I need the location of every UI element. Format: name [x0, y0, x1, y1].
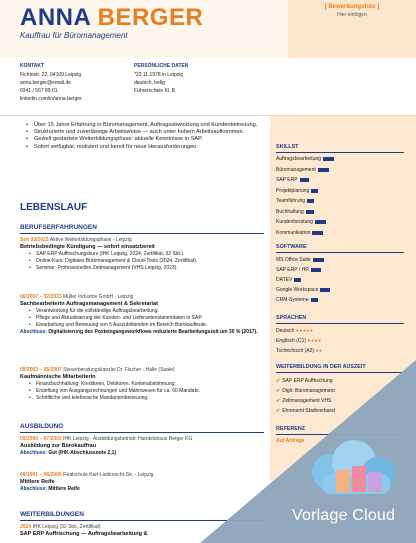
software-heading: SOFTWARE: [276, 244, 307, 250]
check-icon: ✔: [276, 388, 281, 394]
first-name: ANNA: [20, 4, 91, 31]
achievement-label: Abschluss:: [20, 450, 47, 456]
language-label: Englisch: [276, 338, 295, 344]
language-level: (C1): [296, 338, 307, 344]
watermark-text: Vorlage Cloud: [292, 507, 396, 524]
entry-role: SAP ERP Auffrischung — Auftragsbearbeitung &: [20, 531, 148, 537]
entry-meta: IHK Leipzig (32 Std., Zertifikat): [32, 524, 101, 530]
language-label: Deutsch: [276, 328, 295, 334]
software-label: SAP ERP / HR: [276, 267, 309, 273]
achievement-text: Digitalisierung des Posteingangsworkflows reduzierte Bearbeitungszeit um 30 % (2017).: [48, 329, 258, 335]
entry-item: • Verantwortung für die vollständige Auftragsbearbeitung.: [28, 308, 264, 315]
entry-date: 08/2003 – 05/2007: [20, 367, 62, 373]
contact-address: Fichtestr. 22, 04109 Leipzig: [20, 72, 82, 78]
achievement-text: Mittlere Reife: [48, 486, 80, 492]
entry-role: Sachbearbeiterin Auftragsmanagement & Sekretariat: [20, 301, 158, 307]
contact-email: anna.berger@email.de: [20, 80, 71, 86]
summary-item: • Sofort verfügbar, motiviert und bereit für neue Herausforderungen.: [24, 144, 264, 151]
entry-meta: IHK Leipzig · Ausbildungsbetrieb: Handelshaus Berger KG: [63, 436, 193, 442]
language-dots: ●●●●: [307, 338, 322, 344]
contact-phone: 0341 / 567 89 01: [20, 88, 58, 94]
skill-label: Teamführung: [276, 198, 306, 204]
entry-date: 09/1991 – 06/2000: [20, 472, 62, 478]
achievement-label: Abschluss:: [20, 329, 47, 335]
last-name: BERGER: [97, 4, 204, 31]
entry-role: Mittlere Reife: [20, 479, 55, 485]
current-heading: WEITERBILDUNG IN DER AUSZEIT: [276, 364, 366, 370]
skill-label: Buchhaltung: [276, 208, 304, 215]
software-label: Google Workspace: [276, 287, 319, 293]
training-heading: WEITERBILDUNGEN: [20, 511, 84, 518]
entry-item: • Online-Kurs: Digitales Büromanagement & Cloud-Tools (2024, Zertifikat).: [28, 258, 264, 265]
personal-status: deutsch, ledig: [134, 80, 165, 86]
skill-label: Kommunikation: [276, 229, 311, 236]
entry-item: • Schriftliche und telefonische Mandantenbetreuung.: [28, 395, 264, 402]
entry-item: • Einarbeitung und Betreuung von 5 Auszubildenden im Bereich Bürokaufleute.: [28, 322, 264, 329]
summary-item: • Gezielt gestartete Weiterbildungsphase: aktuelle Kenntnisse in SAP.: [24, 136, 264, 143]
job-title: Kauffrau für Büromanagement: [20, 31, 128, 40]
language-dots: ●●: [315, 348, 323, 354]
reference-heading: REFERENZ: [276, 426, 306, 432]
software-label: CRM-Systeme: [276, 297, 309, 303]
personal-license: Führerschein Kl. B: [134, 88, 176, 94]
personal-birth: *22.11.1978 in Leipzig: [134, 72, 184, 78]
check-icon: ✔: [276, 378, 281, 384]
current-item-label: Digit. Büromanagement: [282, 388, 335, 394]
skills-heading: SKILLST: [276, 144, 299, 150]
skill-label: Auftragsbearbeitung: [276, 156, 322, 162]
entry-item: • Pflege und Aktualisierung der Kunden- und Lieferantenstammdaten in SAP.: [28, 315, 264, 322]
entry-item: • Seminar: Professionelles Zeitmanagement (VHS Leipzig, 2023).: [28, 265, 264, 272]
summary-item: • Über 15 Jahre Erfahrung in Büromanagement, Auftragsabwicklung und Kundenbetreuung.: [24, 122, 264, 129]
entry-meta: Aktive Weiterbildungsphase - Leipzig: [49, 237, 132, 243]
entry-item: • Erstellung von Ausgangsrechnungen und Mahnwesen für ca. 60 Mandate.: [28, 388, 264, 395]
entry-date: 09/2000 – 07/2003: [20, 436, 62, 442]
entry-role: Kaufmännische Mitarbeiterin: [20, 374, 96, 380]
summary-item: • Strukturierte und zuverlässige Arbeitsweise — auch unter hohem Arbeitsaufkommen.: [24, 129, 264, 136]
skill-label: Projektplanung: [276, 187, 310, 194]
skill-label: Büromanagement: [276, 166, 316, 173]
entry-date: Seit 03/2023: [20, 237, 49, 243]
language-dots: ●●●●●: [295, 328, 314, 334]
entry-date: 06/2007 – 02/2023: [20, 294, 62, 300]
entry-date: 2024: [20, 524, 32, 530]
photo-label: [ Bewerbungsfoto ]: [324, 4, 380, 10]
current-item-label: SAP ERP Auffrischung: [282, 378, 333, 384]
entry-role: Ausbildung zur Bürokauffrau: [20, 443, 97, 449]
education-heading: AUSBILDUNG: [20, 423, 64, 430]
skill-label: SAP ERP: [276, 177, 298, 183]
current-item-label: Zeitmanagement VHS: [282, 398, 332, 404]
software-label: DATEV: [276, 277, 293, 283]
software-label: MS Office Suite: [276, 257, 311, 263]
entry-item: • SAP ERP Auffrischungskurs (IHK Leipzig, 2024, Zertifikat, 32 Std.).: [28, 251, 264, 258]
photo-sub: Hier einfügen: [337, 12, 367, 18]
entry-item: • Finanzbuchhaltung: Kreditoren, Debitoren, Kontenabstimmung.: [28, 381, 264, 388]
entry-meta: Steuerberatungskanzlei Dr. Fischer - Halle (Saale): [63, 367, 175, 373]
current-item-label: Ehrenamt Stadtverband: [282, 408, 336, 414]
check-icon: ✔: [276, 398, 281, 404]
entry-role: Betriebsbedingte Kündigung — sofort einsatzbereit: [20, 244, 155, 250]
achievement-text: Gut (IHK-Abschlussnote 2,1): [48, 450, 117, 456]
contact-linkedin: linkedin.com/in/anna-berger: [20, 96, 82, 102]
achievement-label: Abschluss:: [20, 486, 47, 492]
entry-meta: Realschule Karl-Liebknecht-Str. - Leipzig: [63, 472, 154, 478]
language-level: (A2): [304, 348, 315, 354]
cv-title: LEBENSLAUF: [20, 202, 88, 213]
experience-heading: BERUFSERFAHRUNGEN: [20, 224, 97, 231]
entry-meta: Müller Industrie GmbH - Leipzig: [63, 294, 134, 300]
contact-heading: KONTAKT: [20, 63, 45, 69]
languages-heading: SPRACHEN: [276, 315, 307, 321]
reference-line: Auf Anfrage: [276, 438, 305, 444]
check-icon: ✔: [276, 408, 281, 414]
skill-label: Kundenberatung: [276, 219, 313, 225]
language-label: Tschechisch: [276, 348, 304, 354]
personal-heading: PERSÖNLICHE DATEN: [134, 63, 189, 69]
